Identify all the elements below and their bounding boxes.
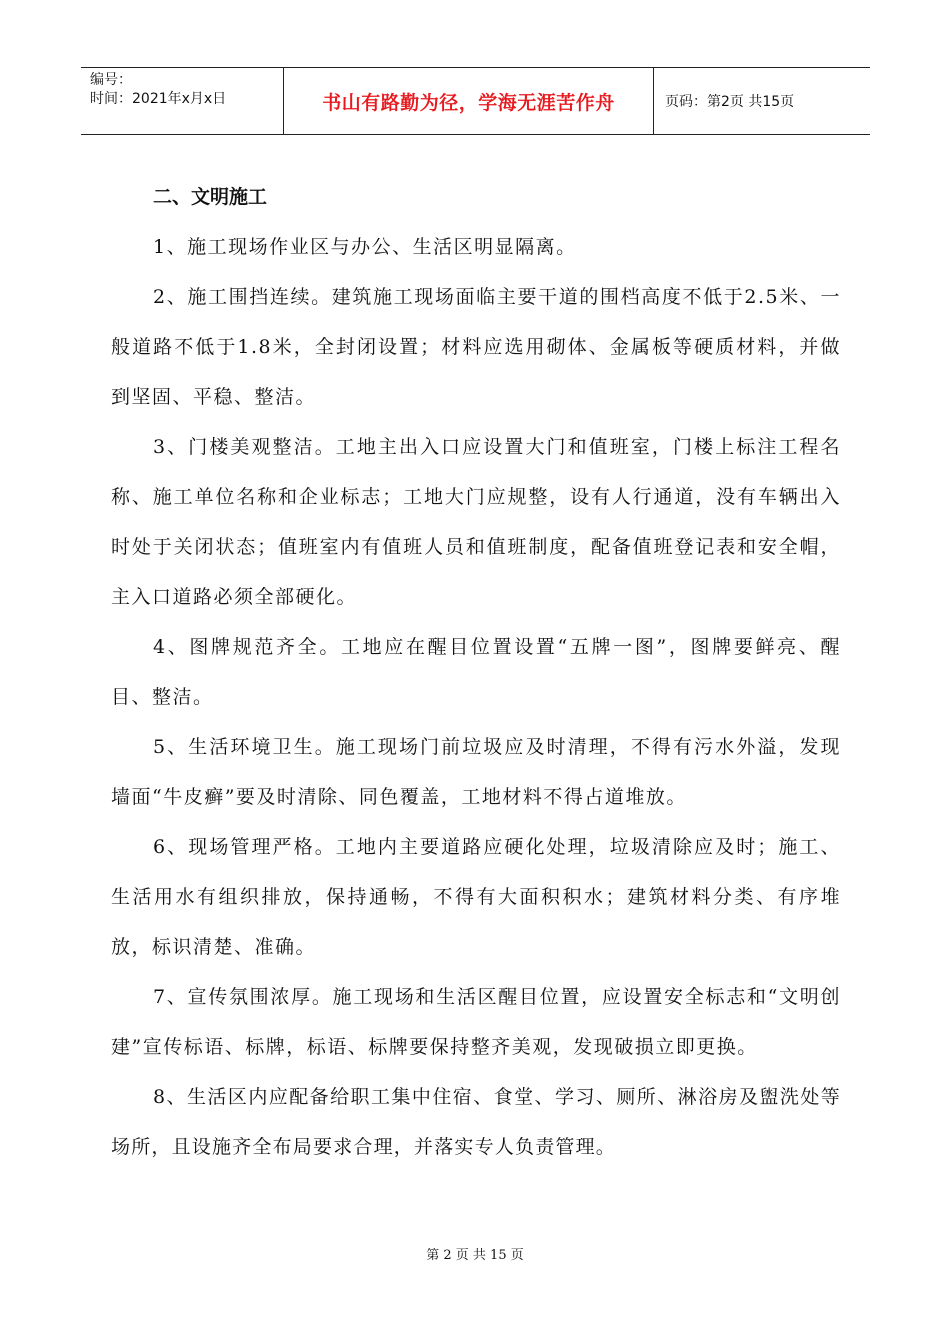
document-header <box>81 67 870 135</box>
header-motto: 书山有路勤为径，学海无涯苦作舟 <box>322 91 615 114</box>
paragraph-8: 8、生活区内应配备给职工集中住宿、食堂、学习、厕所、淋浴房及盥洗处等场所，且设施齐全布局要求合理，并落实专人负责管理。 <box>111 1086 841 1158</box>
document-date-label: 时间：2021年x月x日 <box>90 91 227 107</box>
paragraph-4: 4、图牌规范齐全。工地应在醒目位置设置“五牌一图”，图牌要鲜亮、醒目、整洁。 <box>111 636 841 708</box>
header-meta-cell <box>81 68 284 134</box>
paragraph-5: 5、生活环境卫生。施工现场门前垃圾应及时清理，不得有污水外溢，发现墙面“牛皮癣”要及时清除、同色覆盖，工地材料不得占道堆放。 <box>111 736 841 808</box>
paragraph-7: 7、宣传氛围浓厚。施工现场和生活区醒目位置，应设置安全标志和“文明创建”宣传标语、标牌，标语、标牌要保持整齐美观，发现破损立即更换。 <box>111 986 841 1058</box>
paragraph-6: 6、现场管理严格。工地内主要道路应硬化处理，垃圾清除应及时；施工、生活用水有组织排放，保持通畅，不得有大面积积水；建筑材料分类、有序堆放，标识清楚、准确。 <box>111 836 841 958</box>
header-page-info: 页码：第2页 共15页 <box>665 94 795 110</box>
document-body <box>111 160 841 1172</box>
paragraph-2: 2、施工围挡连续。建筑施工现场面临主要干道的围档高度不低于2.5米、一般道路不低于1.8米，全封闭设置；材料应选用砌体、金属板等硬质材料，并做到坚固、平稳、整洁。 <box>111 286 841 408</box>
page-footer: 第 2 页 共 15 页 <box>426 1248 524 1263</box>
header-motto-cell <box>284 68 654 134</box>
paragraph-3: 3、门楼美观整洁。工地主出入口应设置大门和值班室，门楼上标注工程名称、施工单位名称和企业标志；工地大门应规整，设有人行通道，没有车辆出入时处于关闭状态；值班室内有值班人员和值班制度，配备值班登记表和安全帽，主入口道路必须全部硬化。 <box>111 436 841 608</box>
document-number-label: 编号： <box>90 72 132 88</box>
paragraph-1: 1、施工现场作业区与办公、生活区明显隔离。 <box>153 236 577 258</box>
header-page-cell <box>654 68 870 134</box>
section-title: 二、文明施工 <box>153 186 268 208</box>
